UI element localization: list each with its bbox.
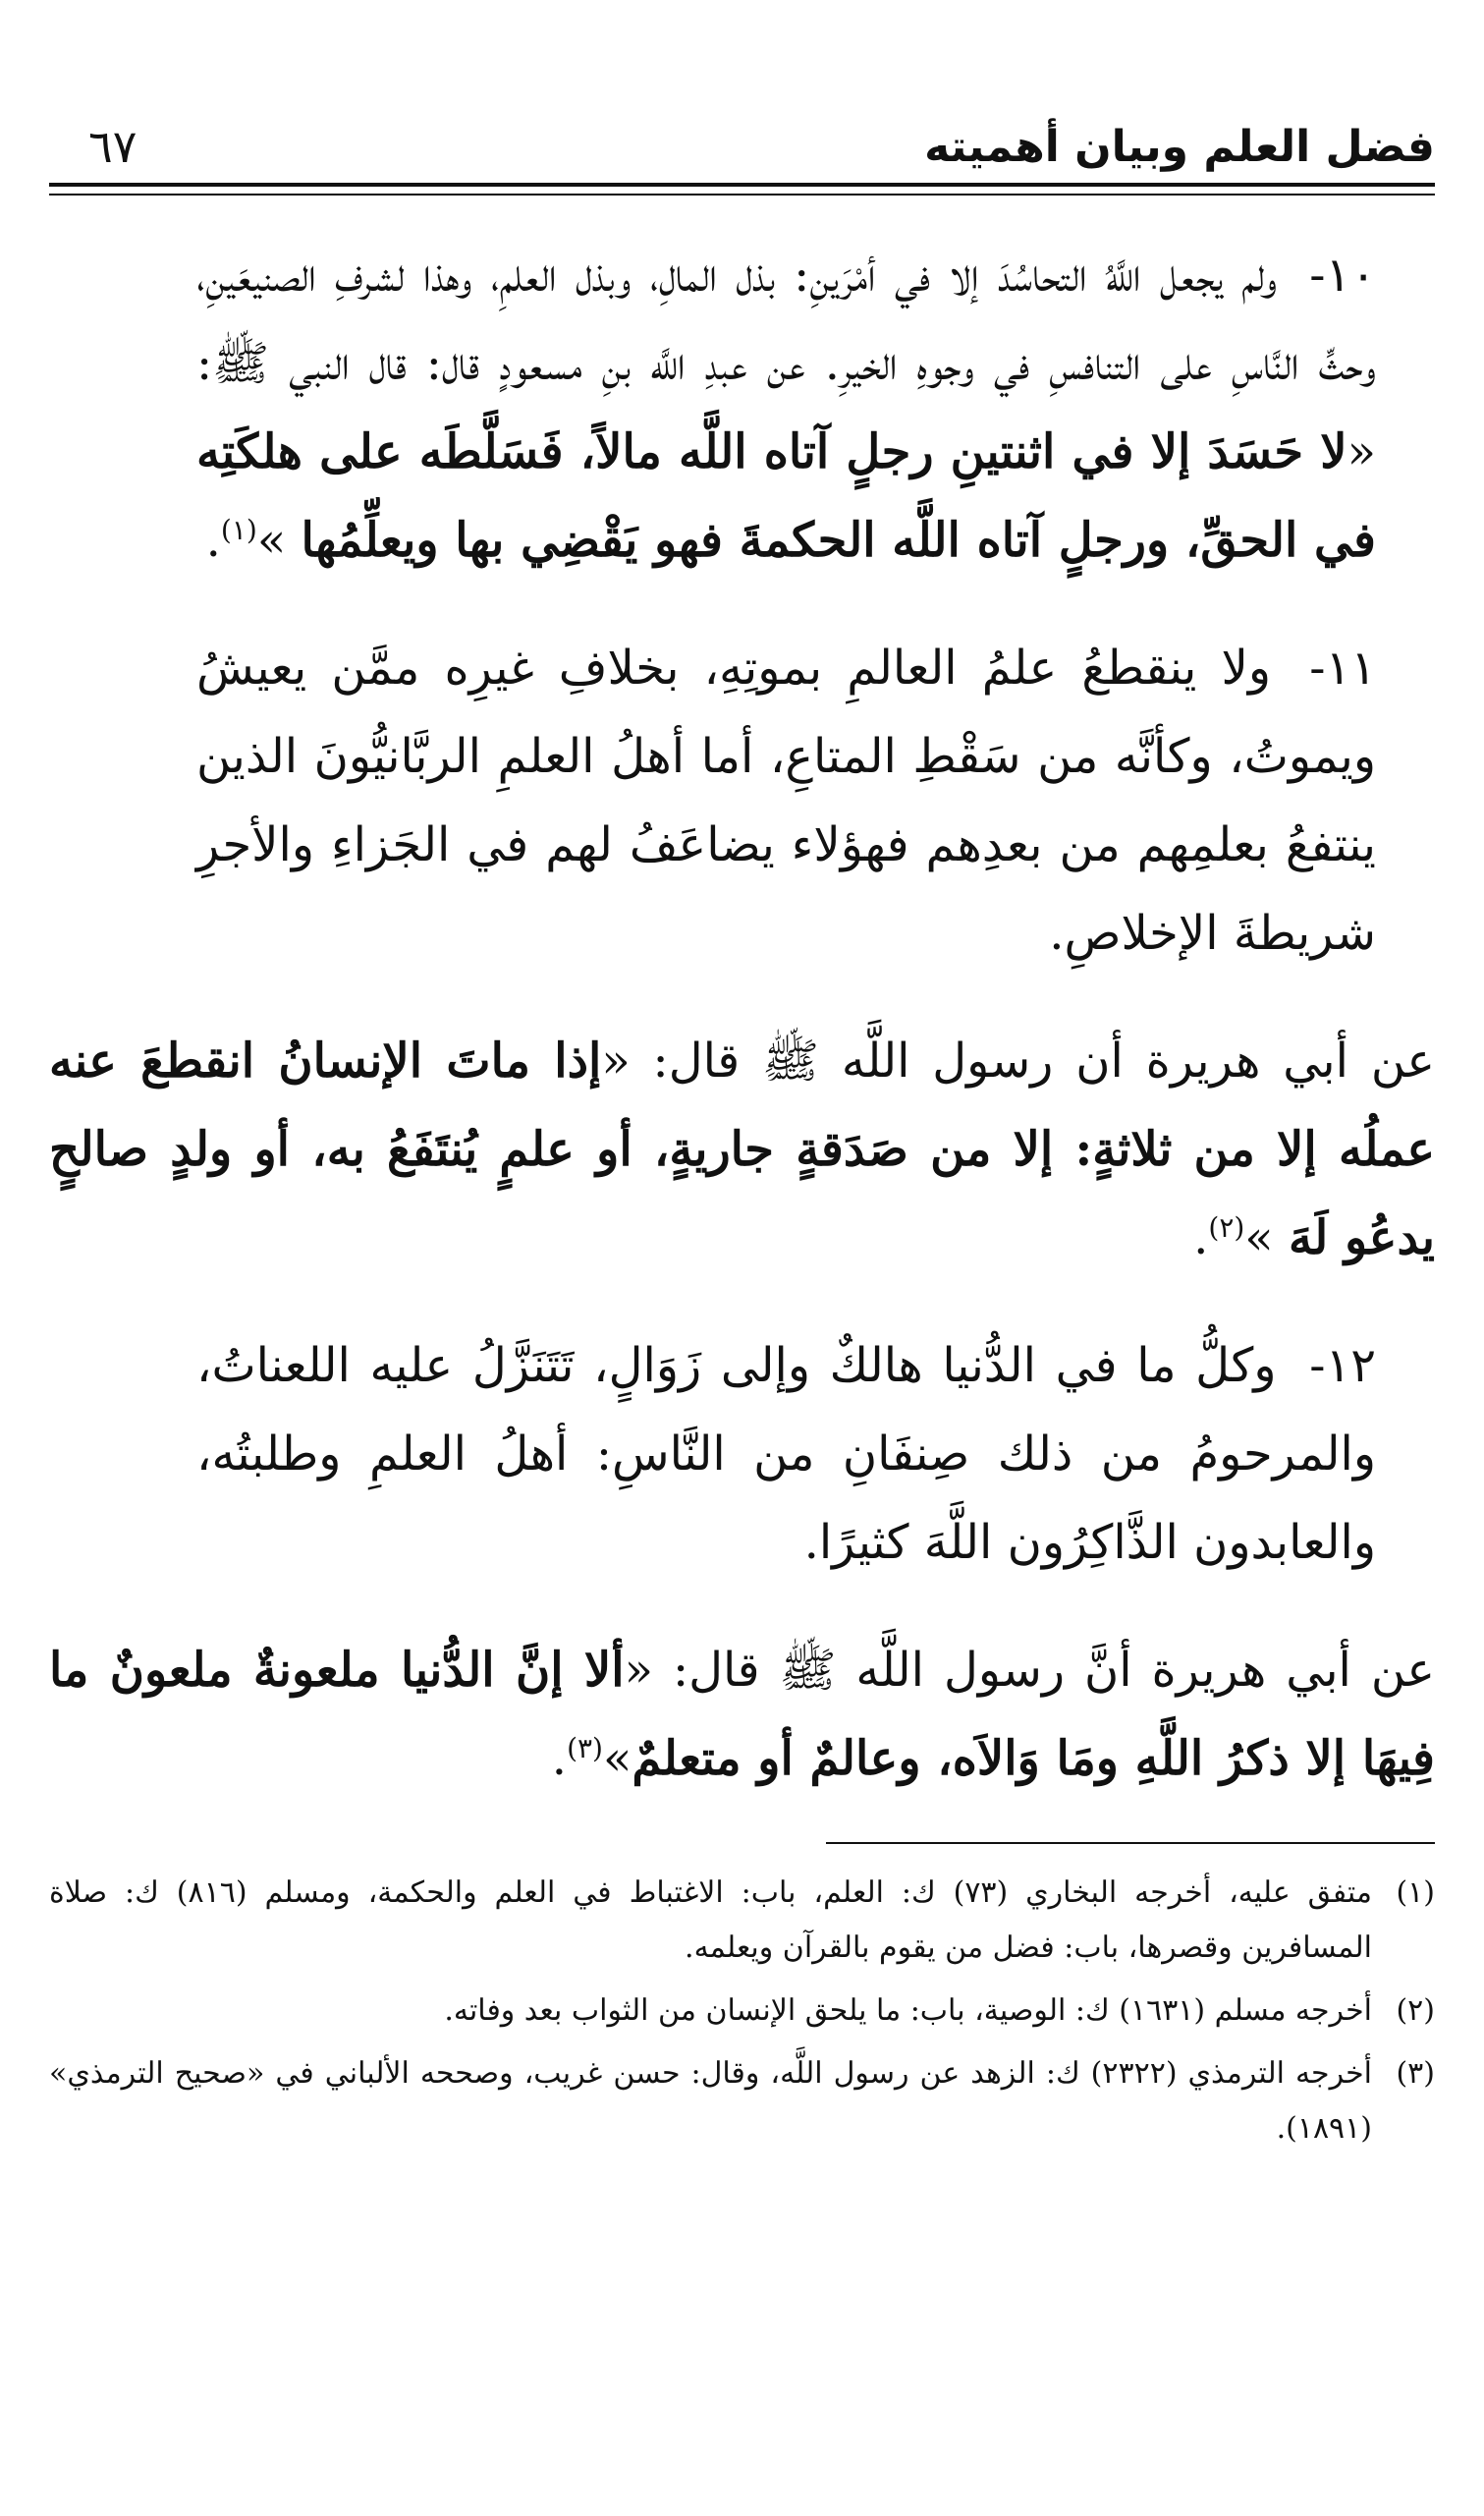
hadith-text: لا حَسَدَ إلا في اثنتينِ رجلٍ آتاه اللَّه مالاً، فَسَلَّطَه على هلكَتِه في الحقِّ، ورجلٍ آتاه اللَّه الحكمةَ فهو يَقْضِي بها ويعلِّمُها xyxy=(196,424,1376,568)
quote-close: » xyxy=(1244,1210,1274,1265)
hadith-text: ألا إنَّ الدُّنيا ملعونةٌ ملعونٌ ما فِيهَا إلا ذكرُ اللَّهِ ومَا وَالاَه، وعالمٌ أو متعلمٌ xyxy=(49,1643,1435,1786)
period: . xyxy=(1193,1210,1209,1265)
body-text xyxy=(49,231,1435,1803)
footnote-number: (٣) xyxy=(1396,2056,1435,2091)
footnote-number: (١) xyxy=(1396,1875,1435,1910)
footnotes xyxy=(49,1866,1435,2156)
footnote-2 xyxy=(49,1984,1435,2039)
item-text: ولا ينقطعُ علمُ العالمِ بموتِهِ، بخلافِ غيرِه ممَّن يعيشُ ويموتُ، وكأنَّه من سَقْطِ المتاعِ، أما أهلُ العلمِ الربَّانيُّونَ الذين ينتفعُ بعلمِهم من بعدِهم فهؤلاء يضاعَفُ لهم في الجَزاءِ والأجرِ شريطةَ الإخلاصِ. xyxy=(196,641,1376,961)
item-text: وكلُّ ما في الدُّنيا هالكٌ وإلى زَوَالٍ، تَتَنَزَّلُ عليه اللعناتُ، والمرحومُ من ذلك صِنفَانِ من النَّاسِ: أهلُ العلمِ وطلبتُه، والعابدون الذَّاكِرُون اللَّهَ كثيرًا. xyxy=(196,1338,1376,1570)
item-number: ١٠- xyxy=(1309,248,1376,303)
footnote-text: أخرجه مسلم (١٦٣١) ك: الوصية، باب: ما يلحق الإنسان من الثواب بعد وفاته. xyxy=(444,1993,1372,2028)
footnote-1 xyxy=(49,1866,1435,1976)
numbered-item-12 xyxy=(49,1321,1435,1587)
footnote-number: (٢) xyxy=(1396,1993,1435,2028)
item-number: ١٢- xyxy=(1309,1338,1377,1393)
quote-close: » xyxy=(256,513,287,568)
numbered-item-11 xyxy=(49,624,1435,978)
hadith-text: إذا ماتَ الإنسانُ انقطعَ عنه عملُه إلا من ثلاثةٍ: إلا من صَدَقةٍ جاريةٍ، أو علمٍ يُنتَفَعُ به، أو ولدٍ صالحٍ يدعُو لَهَ xyxy=(49,1034,1435,1265)
footnote-ref[interactable]: (١) xyxy=(220,514,257,546)
footnote-ref[interactable]: (٢) xyxy=(1208,1211,1245,1244)
hadith-paragraph-2 xyxy=(49,1626,1435,1803)
footnote-ref[interactable]: (٣) xyxy=(567,1732,603,1764)
footnote-3 xyxy=(49,2046,1435,2156)
page-number: ٦٧ xyxy=(88,120,137,173)
period: . xyxy=(551,1731,568,1786)
header-rule xyxy=(49,183,1435,196)
item-number: ١١- xyxy=(1309,641,1376,696)
period: . xyxy=(205,513,221,568)
para-intro: عن أبي هريرة أن رسول اللَّه ﷺ قال: « xyxy=(601,1034,1435,1089)
footnote-separator xyxy=(826,1842,1435,1844)
numbered-item-10 xyxy=(49,231,1435,585)
para-intro: عن أبي هريرة أنَّ رسول اللَّه ﷺ قال: « xyxy=(624,1643,1436,1698)
footnote-text: أخرجه الترمذي (٢٣٢٢) ك: الزهد عن رسول اللَّه، وقال: حسن غريب، وصححه الألباني في «صحيح الترمذي» (١٨٩١). xyxy=(49,2056,1373,2146)
item-text: ولم يجعل اللَّهُ التحاسُدَ إلا في أمْرَينِ: بذل المالِ، وبذل العلمِ، وهذا لشرفِ الصنيعَينِ، وحثِّ النَّاسِ على التنافسِ في وجوهِ الخيرِ. عن عبدِ اللَّه بنِ مسعودٍ قال: قال النبي ﷺ: « xyxy=(196,248,1376,479)
page-header xyxy=(49,88,1435,173)
running-head: فضل العلم وبيان أهميته xyxy=(924,122,1435,172)
quote-close: » xyxy=(602,1731,632,1786)
footnote-text: متفق عليه، أخرجه البخاري (٧٣) ك: العلم، باب: الاغتباط في العلم والحكمة، ومسلم (٨١٦) ك: صلاة المسافرين وقصرها، باب: فضل من يقوم بالقرآن ويعلمه. xyxy=(49,1875,1372,1965)
hadith-paragraph-1 xyxy=(49,1017,1435,1282)
